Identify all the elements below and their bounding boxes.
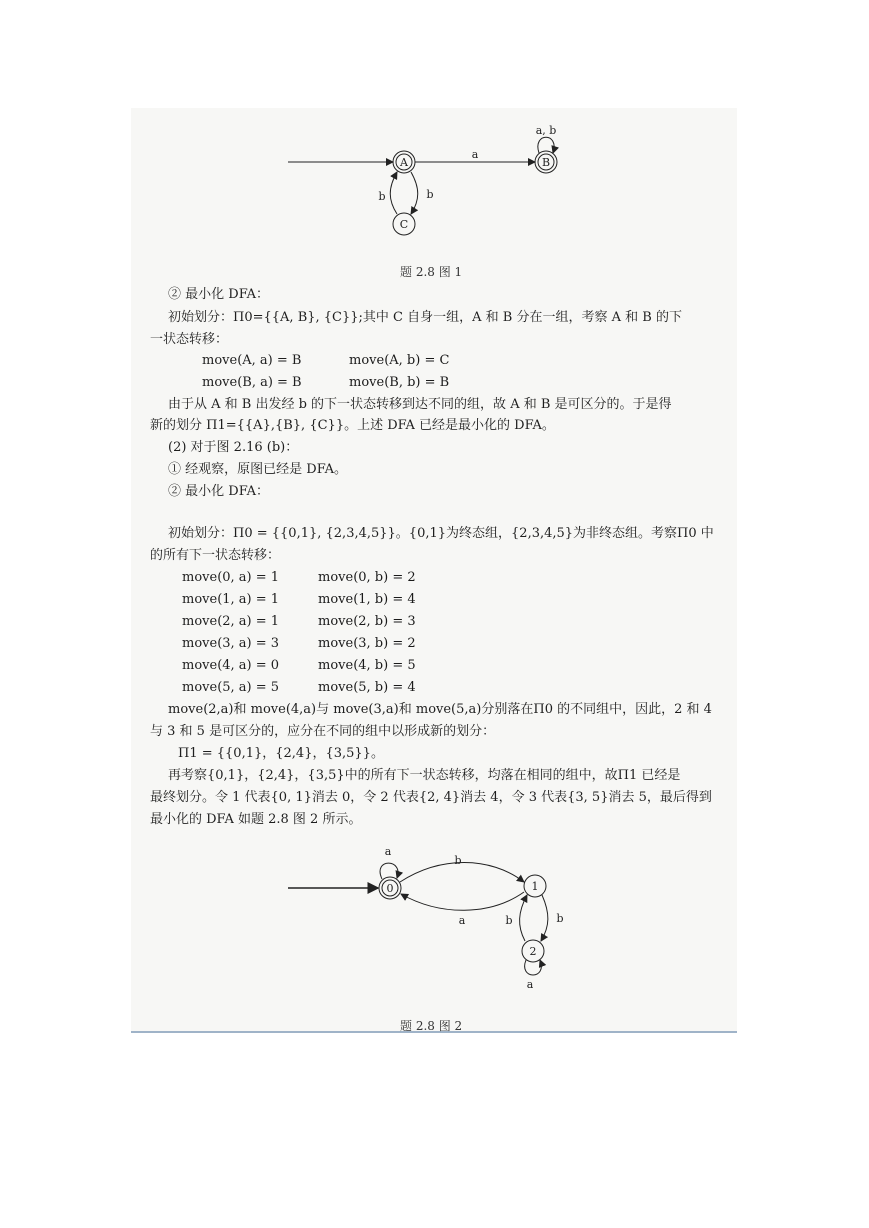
move-row-a: move(0, a) = 1 — [182, 570, 280, 585]
move-row-a: move(A, a) = B — [202, 353, 302, 368]
paragraph-line: (2) 对于图 2.16 (b)： — [168, 440, 299, 455]
move-row-b: move(A, b) = C — [349, 353, 450, 368]
state-a-label: A — [400, 156, 408, 169]
move-row-b: move(0, b) = 2 — [318, 570, 416, 585]
move-row-a: move(4, a) = 0 — [182, 658, 280, 673]
move-row-a: move(B, a) = B — [202, 375, 302, 390]
paragraph-line: 最小化的 DFA 如题 2.8 图 2 所示。 — [150, 812, 362, 827]
paragraph-line: 新的划分 Π1={{A},{B}, {C}}。上述 DFA 已经是最小化的 DFA。 — [150, 418, 555, 433]
edge-b-self-label: a, b — [535, 124, 557, 137]
figure-1-caption: 题 2.8 图 1 — [400, 265, 463, 279]
edge-0-to-1-label: b — [454, 854, 462, 867]
edge-2-self-label: a — [526, 978, 534, 991]
edge-c-to-a — [390, 172, 397, 214]
edge-1-to-0 — [401, 892, 524, 910]
paragraph-line: 一状态转移： — [150, 332, 229, 347]
dfa-diagram-2 — [280, 838, 580, 998]
paragraph-line: 由于从 A 和 B 出发经 b 的下一状态转移到达不同的组，故 A 和 B 是可区分的。于是得 — [168, 397, 672, 412]
paragraph-line: move(2,a)和 move(4,a)与 move(3,a)和 move(5,a)分别落在Π0 的不同组中，因此，2 和 4 — [168, 702, 712, 717]
paragraph-line: 最终划分。令 1 代表{0, 1}消去 0，令 2 代表{2, 4}消去 4，令 3 代表{3, 5}消去 5，最后得到 — [150, 790, 712, 805]
edge-2-to-1 — [520, 895, 527, 941]
state-c-label: C — [399, 218, 409, 231]
paragraph-line: 初始划分：Π0 = {{0,1}, {2,3,4,5}}。{0,1}为终态组，{2,3,4,5}为非终态组。考察Π0 中 — [168, 526, 714, 541]
edge-1-to-2-label: b — [556, 912, 564, 925]
paragraph-line: 的所有下一状态转移： — [150, 548, 281, 563]
move-row-b: move(4, b) = 5 — [318, 658, 416, 673]
partition-line: Π1 = {{0,1}，{2,4}，{3,5}}。 — [178, 746, 384, 761]
move-row-a: move(3, a) = 3 — [182, 636, 280, 651]
paragraph-line: 再考察{0,1}，{2,4}，{3,5}中的所有下一状态转移，均落在相同的组中，故Π1 已经是 — [168, 768, 681, 783]
paragraph-line: ② 最小化 DFA： — [168, 287, 269, 302]
state-b-label: B — [541, 156, 551, 169]
move-row-b: move(5, b) = 4 — [318, 680, 416, 695]
state-1-label: 1 — [531, 880, 539, 893]
move-row-a: move(1, a) = 1 — [182, 592, 280, 607]
edge-2-to-1-label: b — [505, 914, 513, 927]
move-row-a: move(2, a) = 1 — [182, 614, 280, 629]
paragraph-line: 初始划分：Π0={{A, B}, {C}};其中 C 自身一组，A 和 B 分在一组，考察 A 和 B 的下 — [168, 310, 682, 325]
move-row-b: move(2, b) = 3 — [318, 614, 416, 629]
edge-a-to-c-label: b — [426, 188, 434, 201]
state-0-label: 0 — [386, 882, 394, 895]
edge-0-to-1 — [400, 863, 524, 883]
move-row-b: move(B, b) = B — [349, 375, 450, 390]
edge-1-to-0-label: a — [458, 914, 466, 927]
paragraph-line: ② 最小化 DFA： — [168, 484, 269, 499]
edge-0-self-label: a — [384, 845, 392, 858]
edge-1-to-2 — [541, 895, 548, 941]
edge-a-to-b-label: a — [471, 148, 479, 161]
paragraph-line: 与 3 和 5 是可区分的，应分在不同的组中以形成新的划分： — [150, 724, 496, 739]
dfa-diagram-1 — [280, 118, 600, 248]
move-row-a: move(5, a) = 5 — [182, 680, 280, 695]
state-2-label: 2 — [529, 945, 537, 958]
move-row-b: move(3, b) = 2 — [318, 636, 416, 651]
edge-a-to-c — [411, 172, 418, 214]
edge-c-to-a-label: b — [378, 190, 386, 203]
figure-2-caption: 题 2.8 图 2 — [400, 1019, 463, 1033]
move-row-b: move(1, b) = 4 — [318, 592, 416, 607]
paragraph-line: ① 经观察，原图已经是 DFA。 — [168, 462, 347, 477]
